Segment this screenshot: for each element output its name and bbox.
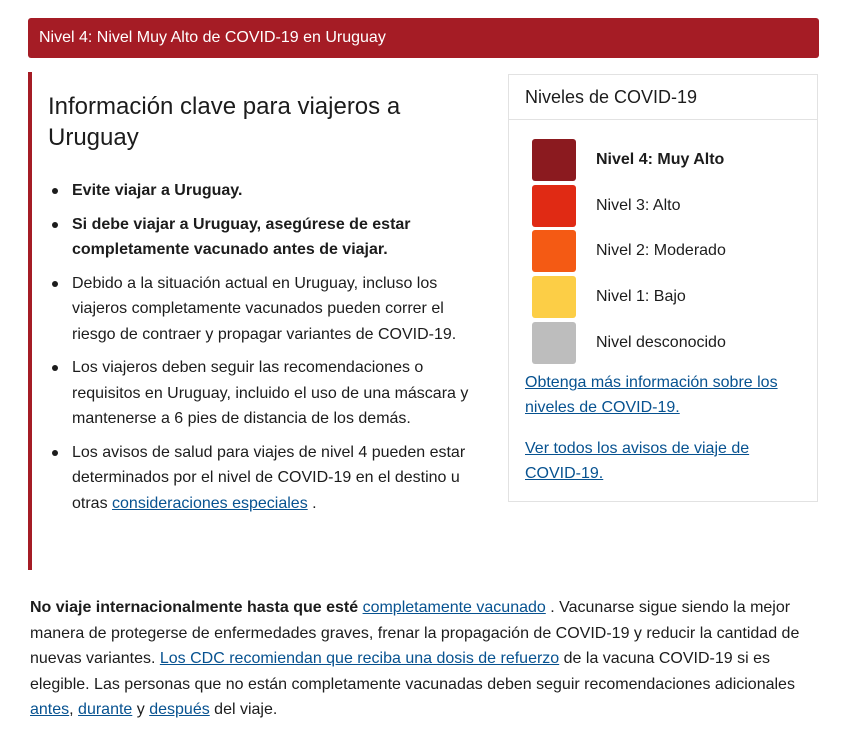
level-row-unknown bbox=[532, 322, 802, 364]
level-2-label: Nivel 2: Moderado bbox=[596, 242, 726, 259]
during-travel-link[interactable]: durante bbox=[78, 701, 133, 718]
level-row-3 bbox=[532, 185, 802, 227]
level-3-swatch bbox=[532, 185, 576, 227]
footer-text: . Vacunarse sigue siendo la mejor manera de protegerse de enfermedades graves, frenar la propagación de COVID-19 y reducir la cantidad de nuevas variantes. bbox=[30, 599, 800, 667]
level-row-4 bbox=[532, 139, 802, 181]
level-4-label: Nivel 4: Muy Alto bbox=[596, 151, 725, 168]
levels-info-link[interactable]: Obtenga más información sobre los niveles de COVID-19. bbox=[525, 374, 778, 416]
key-info-title: Información clave para viajeros a Uruguay bbox=[48, 93, 401, 151]
before-travel-link[interactable]: antes bbox=[30, 701, 70, 718]
footer-sep: y bbox=[136, 701, 145, 718]
list-item: Si debe viajar a Uruguay, asegúrese de estar completamente vacunado antes de viajar. bbox=[72, 212, 477, 263]
level-banner: Nivel 4: Nivel Muy Alto de COVID-19 en Uruguay bbox=[28, 18, 819, 58]
level-row-1 bbox=[532, 276, 802, 318]
level-4-swatch bbox=[532, 139, 576, 181]
footer-text: del viaje. bbox=[214, 701, 278, 718]
list-item bbox=[72, 440, 477, 517]
level-unknown-swatch bbox=[532, 322, 576, 364]
footer-text: si es elegible. Las personas que no están completamente vacunadas deben seguir recomendaciones adicionales bbox=[30, 650, 795, 693]
level-row-2 bbox=[532, 230, 802, 272]
footer-sep: , bbox=[69, 701, 74, 718]
footer-bold-lead: No viaje internacionalmente hasta que esté bbox=[30, 599, 359, 616]
fully-vaccinated-link[interactable]: completamente vacunado bbox=[362, 599, 546, 616]
special-considerations-link[interactable]: consideraciones especiales bbox=[112, 494, 308, 512]
list-item: Los viajeros deben seguir las recomendaciones o requisitos en Uruguay, incluido el uso de una máscara y mantenerse a 6 pies de distancia de los demás. bbox=[72, 355, 477, 432]
covid-levels-panel bbox=[508, 74, 818, 502]
all-travel-notices-link[interactable]: Ver todos los avisos de viaje de COVID-19. bbox=[525, 440, 750, 482]
booster-link[interactable]: Los CDC recomiendan que reciba una dosis de refuerzo bbox=[159, 650, 560, 667]
level-unknown-label: Nivel desconocido bbox=[596, 334, 726, 351]
list-item: Evite viajar a Uruguay. bbox=[72, 178, 477, 204]
list-item: Debido a la situación actual en Uruguay, incluso los viajeros completamente vacunados pueden correr el riesgo de contraer y propagar variantes de COVID-19. bbox=[72, 271, 477, 348]
covid-levels-title: Niveles de COVID-19 bbox=[509, 75, 817, 120]
level-3-label: Nivel 3: Alto bbox=[596, 197, 681, 214]
key-info-panel bbox=[28, 72, 478, 570]
footer-text: de la vacuna COVID-19 bbox=[563, 650, 733, 667]
vaccination-paragraph bbox=[30, 595, 820, 723]
level-1-swatch bbox=[532, 276, 576, 318]
after-travel-link[interactable]: después bbox=[149, 701, 210, 718]
level-1-label: Nivel 1: Bajo bbox=[596, 288, 686, 305]
key-info-list bbox=[72, 178, 477, 524]
list-item-text: Los avisos de salud para viajes de nivel 4 pueden estar determinados por el nivel de COVID-19 en el destino u otras bbox=[72, 443, 466, 512]
level-2-swatch bbox=[532, 230, 576, 272]
list-item-end: . bbox=[312, 494, 317, 512]
